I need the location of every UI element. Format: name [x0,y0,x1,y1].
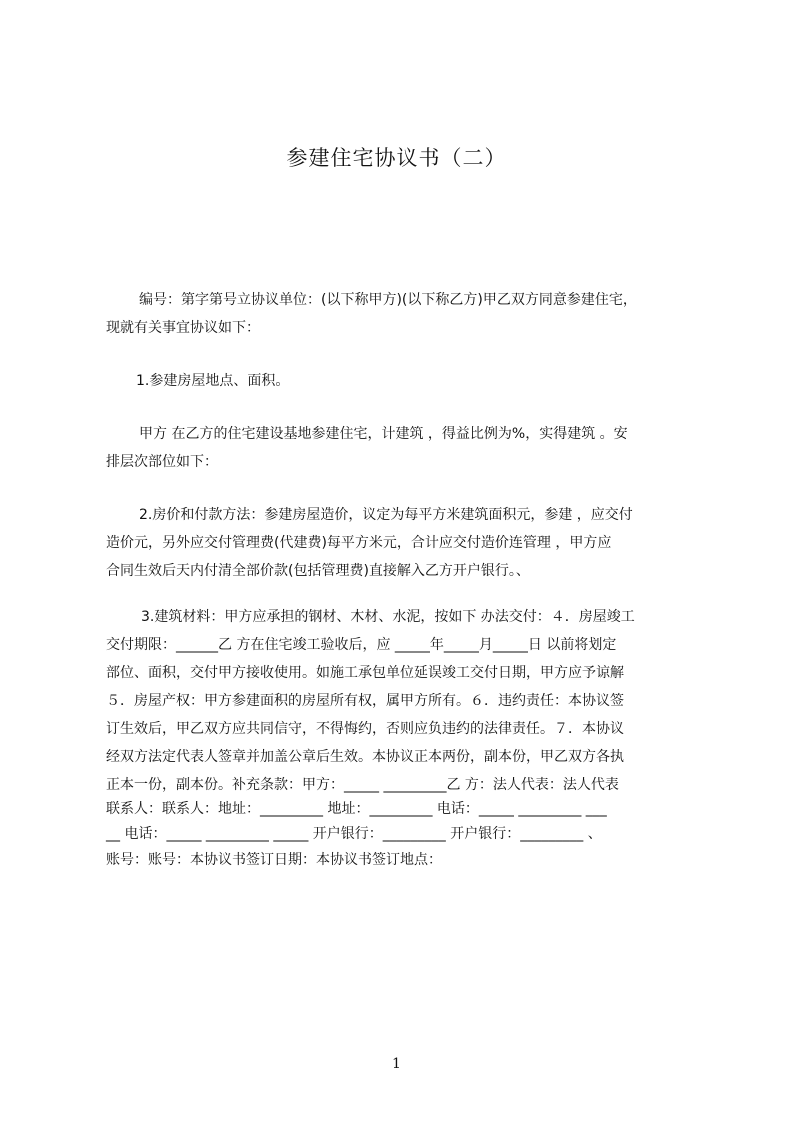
section-3-line-9: __ 电话：_____ _________ _____ 开户银行：_________ 开户银行：_________ 、 [106,826,602,842]
section-2-line-1: 2.房价和付款方法：参建房屋造价，议定为每平方米建筑面积元，参建 ，应交付 [139,507,633,523]
section-3-line-3: 部位、面积，交付甲方接收使用。如施工承包单位延误竣工交付日期，甲方应予谅解 [106,665,624,681]
section-3-line-4: ５．房屋产权：甲方参建面积的房屋所有权，属甲方所有。６．违约责任：本协议签 [106,693,624,709]
section-2-line-2: 造价元，另外应交付管理费(代建费)每平方米元，合计应交付造价连管理 ，甲方应 [106,535,612,551]
page-number: 1 [392,1056,401,1072]
text-line-2: 现就有关事宜协议如下： [106,320,260,336]
section-3-line-1: 3.建筑材料：甲方应承担的钢材、木材、水泥，按如下 办法交付：４．房屋竣工 [141,609,635,625]
section-3-line-10: 账号：账号：本协议书签订日期：本协议书签订地点： [106,852,442,868]
section-3-line-2: 交付期限：______乙 方在住宅竣工验收后，应 _____年_____月_____日 以前将划定 [106,637,617,653]
section-3-line-7: 正本一份，副本份。补充条款：甲方：_____ _________乙 方：法人代表：法人代表 [106,777,619,793]
text-line-5: 排层次部位如下： [106,454,218,470]
section-1-heading: 1.参建房屋地点、面积。 [136,373,290,389]
text-line-1: 编号：第字第号立协议单位：(以下称甲方)(以下称乙方)甲乙双方同意参建住宅， [139,292,637,308]
section-3-line-8: 联系人：联系人：地址：_________ 地址：_________ 电话：_____ _________ ___ [106,801,607,817]
document-title: 参建住宅协议书（二） [286,146,507,170]
section-3-line-5: 订生效后，甲乙双方应共同信守，不得悔约，否则应负违约的法律责任。７．本协议 [106,721,624,737]
section-3-line-6: 经双方法定代表人签章并加盖公章后生效。本协议正本两份，副本份，甲乙双方各执 [106,749,624,765]
section-2-line-3: 合同生效后天内付清全部价款(包括管理费)直接解入乙方开户银行。、 [106,563,530,579]
text-line-4: 甲方 在乙方的住宅建设基地参建住宅，计建筑 ，得益比例为%，实得建筑 。安 [139,426,628,442]
